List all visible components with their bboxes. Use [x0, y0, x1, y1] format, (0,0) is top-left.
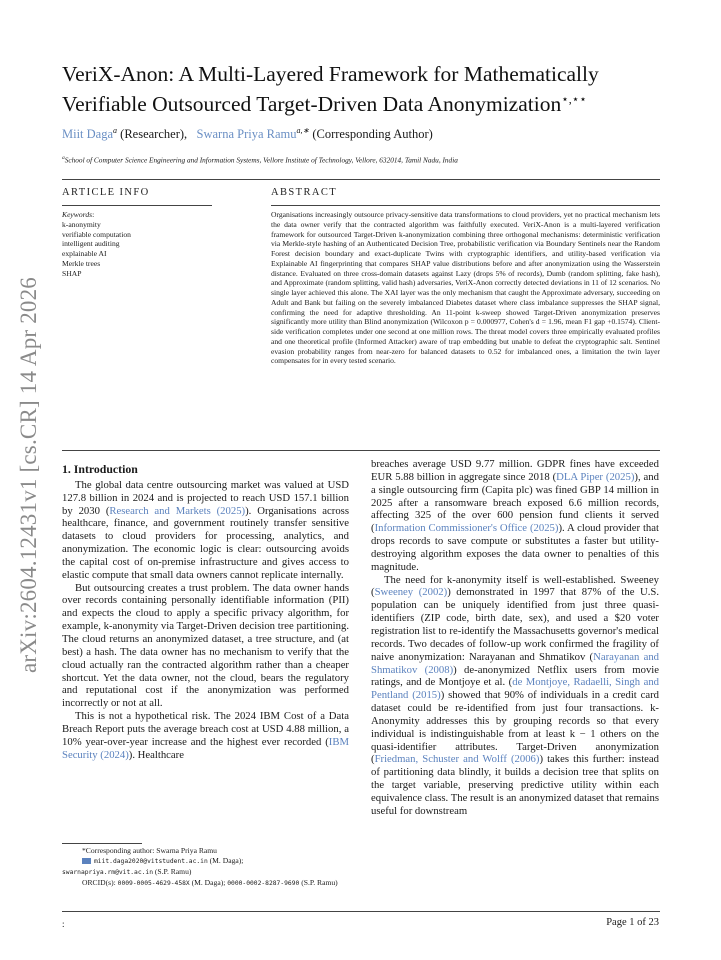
citation-link[interactable]: Research and Markets (2025): [109, 504, 246, 517]
email-link[interactable]: swarnapriya.rm@vit.ac.in: [62, 869, 153, 876]
citation-link[interactable]: IBM Security (2024): [62, 735, 349, 761]
footnote-divider: [62, 843, 142, 844]
header-divider: [62, 179, 660, 180]
keyword: explainable AI: [62, 249, 107, 259]
citation-link[interactable]: Friedman, Schuster and Wolff (2006): [374, 753, 540, 766]
citation-link[interactable]: de Montjoye, Radaelli, Singh and Pentland (2015): [371, 676, 660, 702]
email-link[interactable]: miit.daga2020@vitstudent.ac.in: [94, 858, 208, 865]
abstract-divider: [271, 205, 660, 206]
paper-title: [62, 62, 662, 117]
article-info-divider: [62, 205, 212, 206]
affiliation: $^a$School of Computer Science Engineering and Information Systems, Vellore Institute of Technology, Vellore, 632014, Tamil Nadu, India: [62, 155, 458, 165]
citation-link[interactable]: DLA Piper (2025): [556, 470, 635, 483]
orcid-line: ORCID(s): 0009-0005-4629-458X (M. Daga); 0000-0002-8287-9690 (S.P. Ramu): [82, 878, 338, 887]
keyword: k-anonymity: [62, 219, 101, 229]
email-line-2: swarnapriya.rm@vit.ac.in (S.P. Ramu): [62, 867, 192, 876]
body-column-left: [62, 463, 349, 761]
corresponding-author-note: *Corresponding author: Swarna Priya Ramu: [82, 846, 217, 855]
intro-paragraph-3: This is not a hypothetical risk. The 2024 IBM Cost of a Data Breach Report puts the average breach cost at USD 4.88 million, a 10% year-over-year increase and the highest ever recorded (IBM Security (2024)). Healthcare: [62, 710, 349, 761]
keywords-block: Keywords: k-anonymity verifiable computation intelligent auditing explainable AI Merkle trees SHAP: [62, 210, 212, 279]
title-footnote-marks: ⋆,⋆⋆: [561, 92, 587, 106]
page-number: Page 1 of 23: [606, 917, 659, 928]
keyword: SHAP: [62, 268, 82, 278]
keyword: Merkle trees: [62, 258, 101, 268]
citation-link[interactable]: Narayanan and Shmatikov (2008): [371, 650, 660, 676]
abstract-text: Organisations increasingly outsource privacy-sensitive data transformations to cloud providers, yet no practical mechanism lets the data owner verify that the contracted algorithm was faithfully executed. VeriX-Anon is a multi-layered verification framework for outsourced Target-Driven k-anonymization combining three orthogonal mechanisms: deterministic verification via Merkle-style hashing of an Authenticated Decision Tree, probabilistic verification via Boundary Sentinels near the Random Forest decision boundary and exact-duplicate Twins with cryptographic identifiers, and utility-based verification via Explainable AI fingerprinting that compares SHAP value distributions before and after anonymization using the Wasserstein distance. Evaluated on three cross-domain datasets against Lazy (drops 5% of records), Dumb (random splitting, fake hash), and Approximate (random splitting, valid hash) adversaries, VeriX-Anon correctly detected deviations in 11 of 12 scenarios. No single layer achieved this alone. The XAI layer was the only mechanism that caught the Approximate adversary, succeeding on Adult and Bank but failing on the severely imbalanced Diabetes dataset where class imbalance suppresses the SHAP signal, confirming the need for adaptive thresholding. An 11-point k-sweep showed Target-Driven anonymization preserves significantly more utility than Blind anonymization (Wilcoxon p = 0.000977, Cohen's d = 1.96, mean F1 gap +0.1574). Client-side verification completes under one second at one million rows. The threat model covers three empirically evaluated profiles and one theoretical profile (Informed Attacker) aware of trap embedding but unable to defeat the cryptographic salt. Sentinel evasion probability ranges from near-zero for balanced datasets to 0.52 for imbalanced ones, a limitation the twin layer compensates for in every tested scenario.: [271, 210, 660, 366]
citation-link[interactable]: Information Commissioner's Office (2025): [374, 522, 559, 535]
article-info-heading: ARTICLE INFO: [62, 187, 150, 198]
footer-journal: :: [62, 919, 65, 929]
intro-paragraph-4: breaches average USD 9.77 million. GDPR fines have exceeded EUR 5.88 billion in aggregate since 2018 (DLA Piper (2025)), and a single outsourcing firm (Capita plc) was fined GBP 14 million in 2025 after a ransomware breach exposed 6.6 million records, affecting 325 of the over 600 pension fund clients it served (Information Commissioner's Office (2025)). A cloud provider that drops records to save compute or substitutes a faster but utility-destroying algorithm exposes the data owner to penalties of this magnitude.: [371, 458, 659, 573]
envelope-icon: [82, 858, 91, 864]
footer-divider: [62, 911, 660, 912]
arxiv-sidebar: [6, 240, 52, 710]
author-role: (Corresponding Author): [312, 127, 433, 142]
title-line-1: VeriX-Anon: A Multi-Layered Framework for Mathematically: [62, 62, 599, 86]
section-heading-introduction: 1. Introduction: [62, 462, 138, 476]
intro-paragraph-2: But outsourcing creates a trust problem. The data owner hands over records containing personally identifiable information (PII) and expects the cloud to apply a specific privacy algorithm, for example, k-anonymity via Target-Driven decision tree partitioning. The cloud returns an anonymized dataset, a tree structure, and (at best) a hash. The data owner has no mechanism to verify that the cloud actually ran the contracted algorithm rather than a cheaper shortcut. Yet the data owner, not the cloud, bears the regulatory and reputational cost if the anonymization was performed incorrectly or not at all.: [62, 581, 349, 710]
title-line-2: Verifiable Outsourced Target-Driven Data Anonymization⋆,⋆⋆: [62, 92, 587, 117]
body-column-right: [371, 458, 659, 818]
keyword: verifiable computation: [62, 229, 131, 239]
arxiv-identifier: arXiv:2604.12431v1 [cs.CR] 14 Apr 2026: [16, 276, 41, 674]
abstract-heading: ABSTRACT: [271, 187, 338, 198]
author-role: (Researcher),: [120, 127, 188, 142]
abstract-bottom-divider: [62, 450, 660, 451]
keyword: intelligent auditing: [62, 239, 120, 249]
intro-paragraph-5: The need for k-anonymity itself is well-established. Sweeney (Sweeney (2002)) demonstrated in 1997 that 87% of the U.S. population can be uniquely identified from just three quasi-identifiers (ZIP code, birth date, sex), and used a $20 voter registration list to re-identify the Massachusetts governor's medical records. Two decades of follow-up work confirmed the fragility of naive anonymization: Narayanan and Shmatikov (Narayanan and Shmatikov (2008)) de-anonymized Netflix users from movie ratings, and de Montjoye et al. (de Montjoye, Radaelli, Singh and Pentland (2015)) showed that 90% of individuals in a credit card dataset could be re-identified from just four transactions. k-Anonymity addresses this by grouping records so that every individual is indistinguishable from at least k − 1 others on the quasi-identifier attributes. Target-Driven anonymization (Friedman, Schuster and Wolff (2006)) takes this further: instead of partitioning data blindly, it builds a decision tree that splits on the target variable, preserving predictive utility within each equivalence class. The result is an anonymized dataset that remains useful for downstream: [371, 573, 660, 817]
author-list: Miit Daga$^a$ (Researcher), Swarna Priya Ramu$^{a,∗}$ (Corresponding Author): [62, 126, 433, 142]
author-name[interactable]: Miit Daga: [62, 127, 114, 142]
orcid-link[interactable]: 0009-0005-4629-458X: [117, 880, 190, 887]
keywords-label: Keywords: [62, 210, 93, 219]
citation-link[interactable]: Sweeney (2002): [374, 586, 448, 599]
email-line: miit.daga2020@vitstudent.ac.in (M. Daga);: [62, 856, 352, 867]
author-name[interactable]: Swarna Priya Ramu: [196, 127, 297, 142]
intro-paragraph-1: The global data centre outsourcing market was valued at USD 127.8 billion in 2024 and is projected to reach USD 157.1 billion by 2030 (Research and Markets (2025)). Organisations across healthcare, finance, and government routinely transfer sensitive datasets to cloud providers for processing, analytics, and anonymization. The economic logic is clear: outsourcing avoids the capital cost of on-premise infrastructure and gives access to elastic compute that small data owners cannot replicate internally.: [62, 478, 349, 581]
footnotes: [62, 846, 352, 889]
orcid-link[interactable]: 0000-0002-8287-9690: [227, 880, 300, 887]
